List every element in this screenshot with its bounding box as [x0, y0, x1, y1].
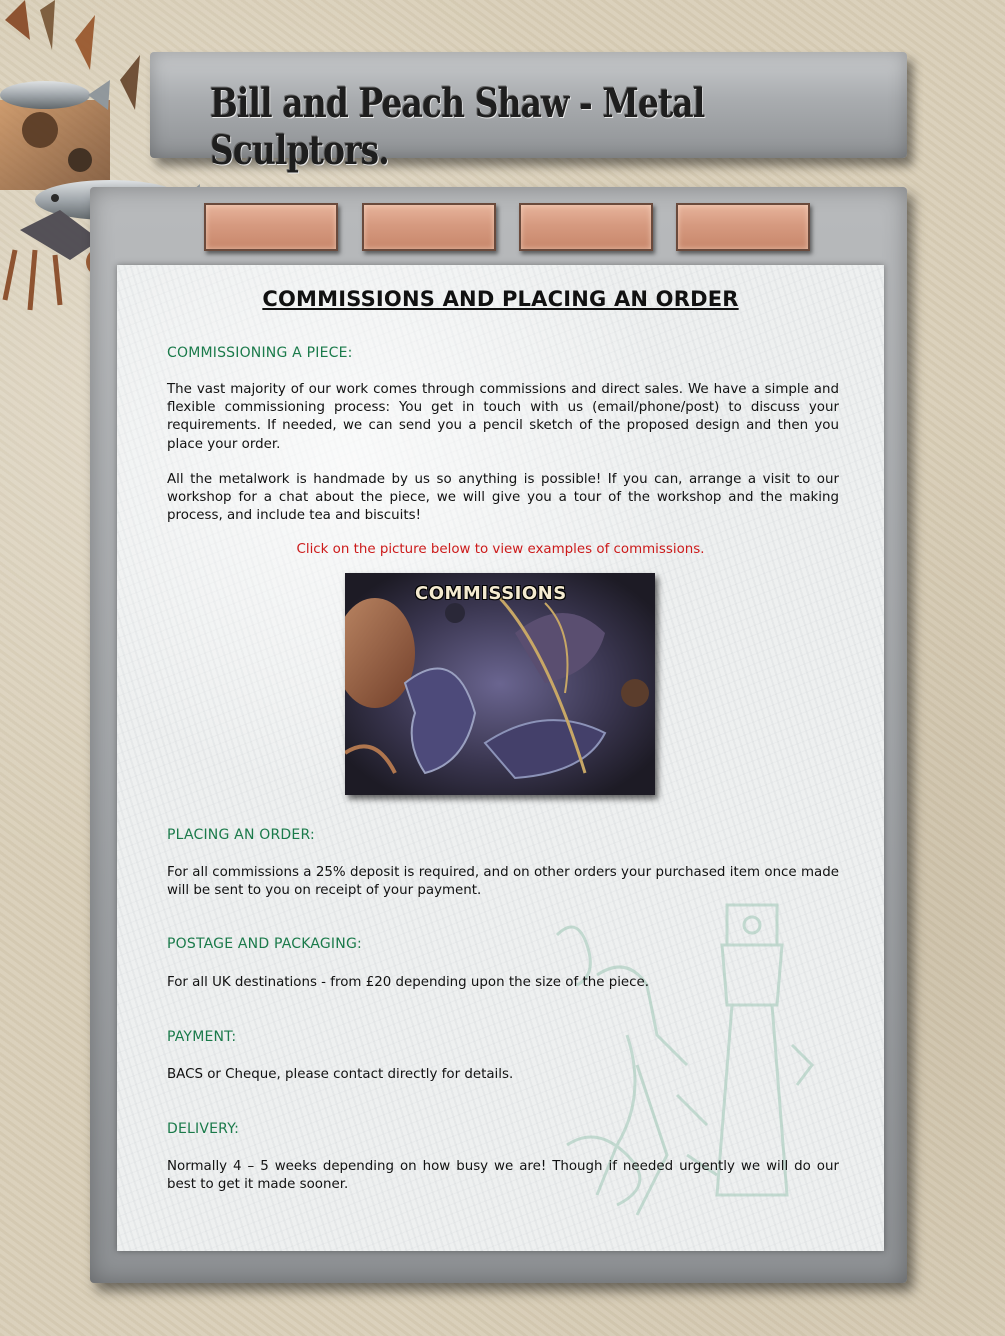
paragraph-commissioning-process: The vast majority of our work comes through commissions and direct sales. We have a simple and flexible commissioning process: You get in touch with us (email/phone/post) to discuss your requirements. If needed, we can send you a pencil sketch of the proposed design and then you place your order. — [167, 382, 839, 452]
nav-button-4[interactable] — [676, 203, 810, 251]
nav-button-2[interactable] — [362, 203, 496, 251]
paragraph-delivery: Normally 4 – 5 weeks depending on how busy we are! Though if needed urgently we will do our best to get it made sooner. — [167, 1159, 839, 1193]
site-title: Bill and Peach Shaw - Metal Sculptors. — [210, 80, 705, 174]
section-heading-commissioning: COMMISSIONING A PIECE: — [167, 345, 353, 361]
content-panel — [117, 265, 884, 1251]
paragraph-placing-order: For all commissions a 25% deposit is required, and on other orders your purchased item once made will be sent to you on receipt of your payment. — [167, 865, 839, 899]
paragraph-postage: For all UK destinations - from £20 depending upon the size of the piece. — [167, 975, 650, 990]
paragraph-payment: BACS or Cheque, please contact directly for details. — [167, 1067, 514, 1082]
nav-button-3[interactable] — [519, 203, 653, 251]
section-heading-payment: PAYMENT: — [167, 1029, 237, 1045]
paragraph-handmade: All the metalwork is handmade by us so anything is possible! If you can, arrange a visit to our workshop for a chat about the piece, we will give you a tour of the workshop and the making process, and include tea and biscuits! — [167, 472, 839, 524]
section-heading-placing-order: PLACING AN ORDER: — [167, 827, 315, 843]
lobster-sculpture-icon — [345, 573, 655, 795]
page-title: COMMISSIONS AND PLACING AN ORDER — [262, 287, 739, 311]
commissions-image-link[interactable] — [345, 573, 655, 795]
header-banner — [150, 52, 907, 174]
section-heading-delivery: DELIVERY: — [167, 1121, 240, 1137]
commissions-image-label: COMMISSIONS — [415, 583, 567, 604]
nav-button-1[interactable] — [204, 203, 338, 251]
commissions-cta-text: Click on the picture below to view examples of commissions. — [296, 542, 705, 557]
section-heading-postage: POSTAGE AND PACKAGING: — [167, 936, 362, 952]
